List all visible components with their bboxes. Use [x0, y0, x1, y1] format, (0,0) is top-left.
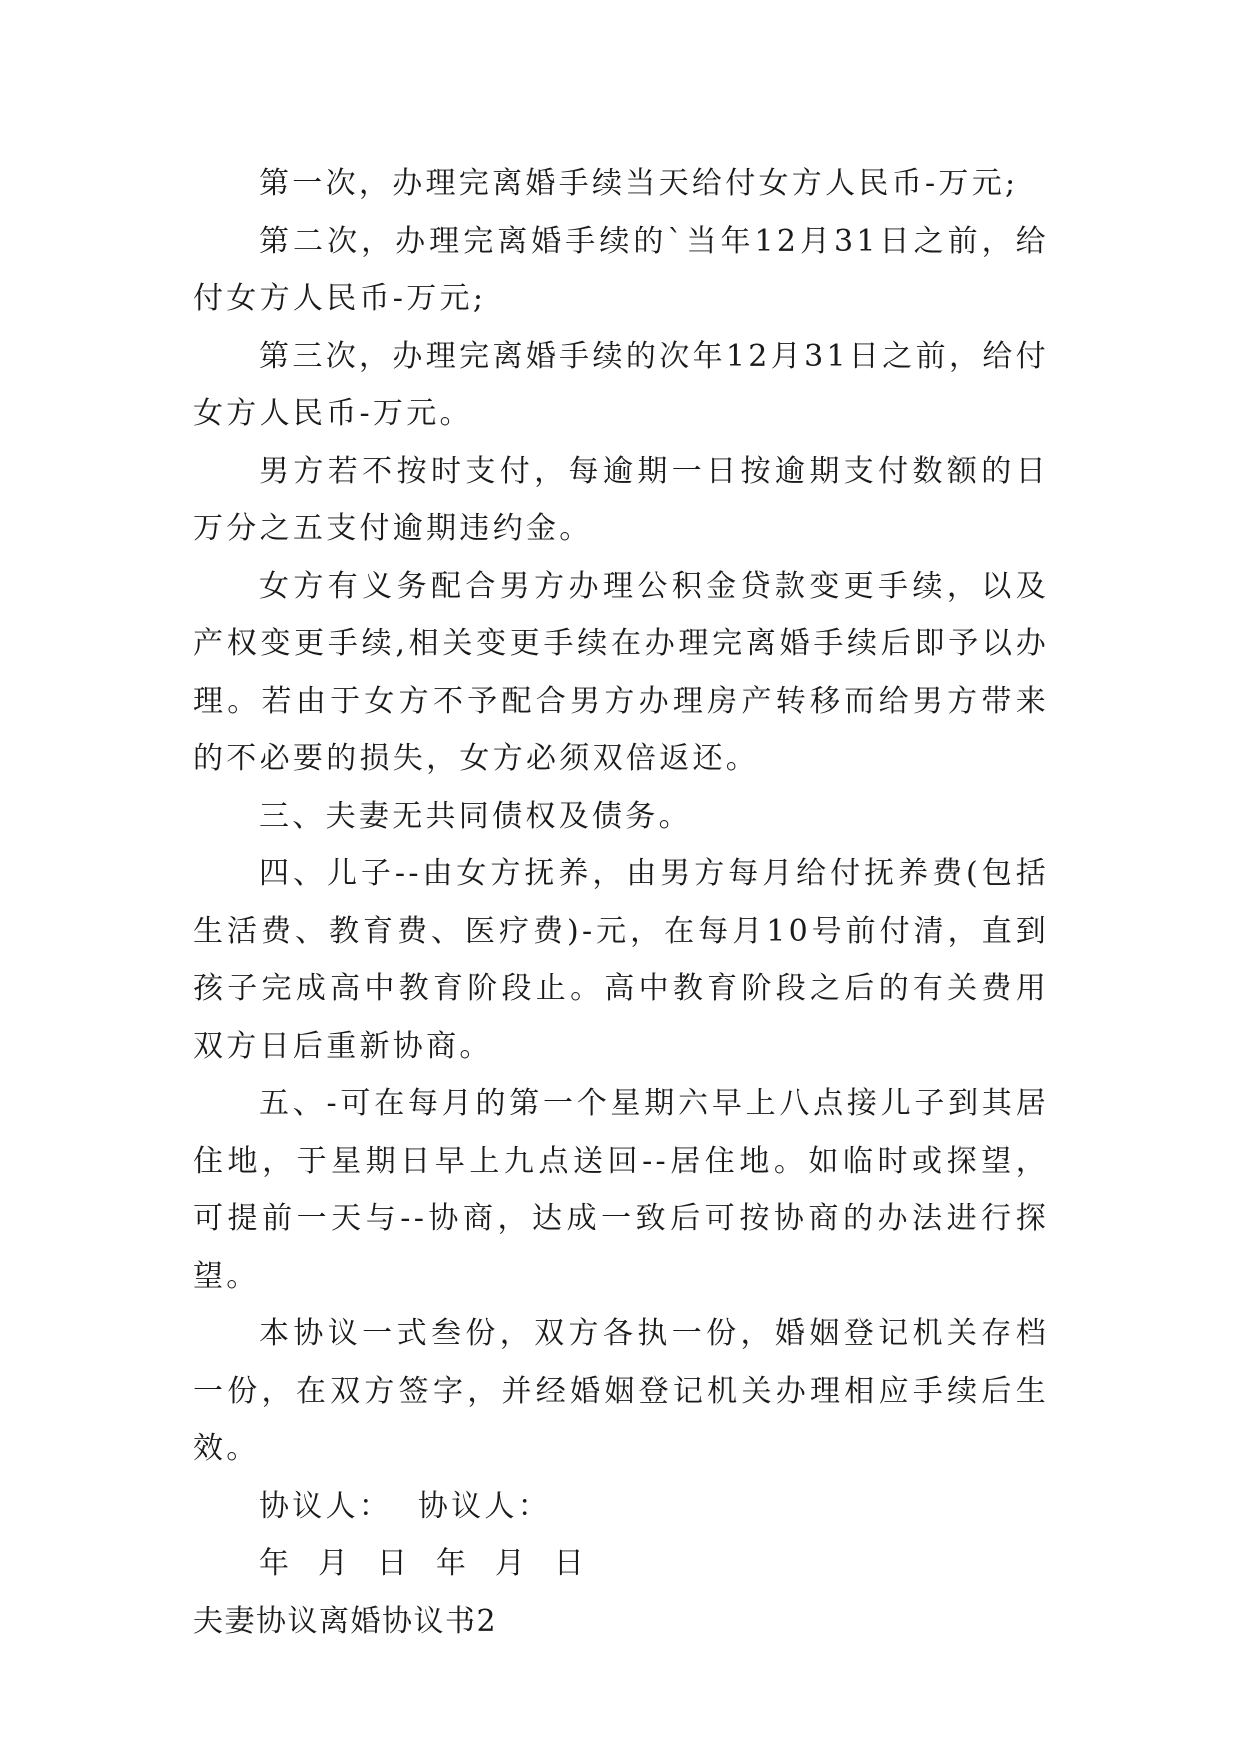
paragraph-payment-second: 第二次，办理完离婚手续的`当年12月31日之前，给付女方人民币-万元;: [193, 223, 1049, 316]
paragraph-late-penalty: 男方若不按时支付，每逾期一日按逾期支付数额的日万分之五支付逾期违约金。: [193, 453, 1049, 546]
next-document-title: 夫妻协议离婚协议书2: [193, 1603, 498, 1639]
paragraph-child-custody: 四、儿子--由女方抚养，由男方每月给付抚养费(包括生活费、教育费、医疗费)-元，在每月10号前付清，直到孩子完成高中教育阶段止。高中教育阶段之后的有关费用双方日后重新协商。: [193, 856, 1049, 1064]
paragraph-payment-third: 第三次，办理完离婚手续的次年12月31日之前，给付女方人民币-万元。: [193, 338, 1049, 431]
paragraph-payment-first: 第一次，办理完离婚手续当天给付女方人民币-万元;: [259, 166, 1019, 201]
paragraph-copies-effect: 本协议一式叁份，双方各执一份，婚姻登记机关存档一份，在双方签字，并经婚姻登记机关办理相应手续后生效。: [193, 1316, 1049, 1466]
paragraph-visitation: 五、-可在每月的第一个星期六早上八点接儿子到其居住地，于星期日早上九点送回--居住地。如临时或探望，可提前一天与--协商，达成一致后可按协商的办法进行探望。: [193, 1086, 1049, 1294]
paragraph-transfer-cooperation: 女方有义务配合男方办理公积金贷款变更手续，以及产权变更手续,相关变更手续在办理完离婚手续后即予以办理。若由于女方不予配合男方办理房产转移而给男方带来的不必要的损失，女方必须双倍返还。: [193, 568, 1049, 776]
paragraph-debts: 三、夫妻无共同债权及债务。: [259, 798, 692, 834]
signature-line: 协议人： 协议人：: [259, 1488, 552, 1524]
date-line: 年 月 日 年 月 日: [259, 1546, 588, 1581]
document-body: [193, 155, 1049, 1650]
